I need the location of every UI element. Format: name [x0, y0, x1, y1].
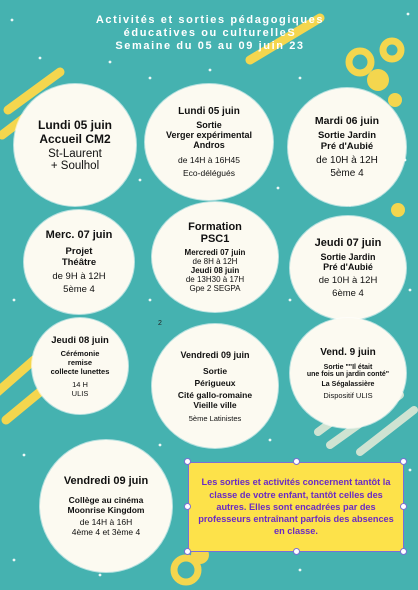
event-title: Sortie Jardin [320, 252, 376, 262]
event-class: 5ème 4 [63, 284, 95, 295]
event-title: Andros [193, 140, 225, 150]
event-title: Moonrise Kingdom [67, 505, 145, 515]
event-date: Lundi 05 juin [38, 118, 112, 132]
event-title: PSC1 [200, 233, 230, 245]
event-date: Jeudi 08 juin [190, 266, 240, 275]
event-title: une fois un jardin conté" [306, 370, 390, 378]
event-time: de 10H à 12H [316, 155, 378, 166]
notice-box [188, 462, 404, 552]
event-class: 5ème 4 [330, 168, 364, 179]
page-marker: 2 [158, 320, 162, 327]
title-line-3: Semaine du 05 au 09 juin 23 [115, 40, 305, 52]
event-time: de 14H à 16H [79, 517, 133, 527]
event-date: Lundi 05 juin [178, 106, 240, 117]
event-time: de 9H à 12H [52, 271, 106, 282]
event-date: Jeudi 07 juin [314, 237, 382, 249]
event-circle-ceremonie [32, 318, 128, 414]
event-title: Pré d'Aubié [323, 262, 373, 272]
event-title: Projet [65, 246, 93, 257]
event-title: Collège au cinéma [68, 495, 144, 505]
event-class: Gpe 2 SEGPA [189, 284, 241, 293]
event-title: Cérémonie [60, 348, 100, 358]
event-class: Eco-délégués [183, 168, 235, 178]
resize-handle-top-right [400, 458, 407, 465]
event-detail: St-Laurent [48, 148, 102, 160]
resize-handle-left [184, 503, 191, 510]
event-circle-jardin-jeudi [290, 216, 406, 320]
event-circle-psc1 [152, 202, 278, 312]
event-circle-jardin-conte [290, 318, 406, 428]
notice-text: Les sorties et activités concernent tantôt la classe de votre enfant, tantôt celles des autres. Elles sont encadrées par des professeurs entraînant parfois des absences en classe. [198, 477, 394, 537]
event-title: Verger expérimental [165, 130, 253, 140]
event-class: 4ème 4 et 3ème 4 [71, 527, 141, 537]
title-line-1: Activités et sorties pédagogiques [95, 14, 325, 26]
event-title: Vieille ville [193, 399, 237, 410]
event-date: Vend. 9 juin [320, 346, 376, 358]
event-class: 6ème 4 [332, 288, 364, 299]
event-title: collecte lunettes [50, 366, 110, 376]
resize-handle-right [400, 503, 407, 510]
event-title: Cité gallo-romaine [177, 389, 253, 400]
resize-handle-bottom [293, 548, 300, 555]
event-circle-jardin-mardi [288, 88, 406, 206]
event-title: Périgueux [194, 377, 236, 388]
event-detail: + Soulhol [50, 160, 100, 172]
event-date: Mardi 06 juin [314, 115, 380, 127]
event-circle-cinema [40, 440, 172, 572]
event-title: Sortie [202, 365, 228, 376]
event-date: Mercredi 07 juin [184, 248, 246, 257]
event-time: 14 H [72, 379, 88, 389]
event-date: Jeudi 08 juin [51, 334, 109, 346]
event-title: Pré d'Aubié [320, 141, 374, 152]
event-time: de 13H30 à 17H [185, 275, 245, 284]
event-title: Théâtre [61, 257, 97, 268]
resize-handle-bottom-left [184, 548, 191, 555]
event-title: Sortie ""Il était [323, 363, 373, 371]
event-class: Dispositif ULIS [323, 390, 373, 400]
event-circle-theatre [24, 210, 134, 314]
resize-handle-top-left [184, 458, 191, 465]
resize-handle-top [293, 458, 300, 465]
event-title: Sortie Jardin [317, 130, 377, 141]
title-line-2: éducatives ou culturelleS [123, 27, 297, 39]
resize-handle-bottom-right [400, 548, 407, 555]
event-class: 5ème Latinistes [188, 413, 242, 423]
event-circle-accueil-cm2 [14, 84, 136, 206]
event-class: ULIS [71, 388, 89, 398]
event-date: Merc. 07 juin [45, 229, 113, 241]
event-date: Vendredi 09 juin [63, 475, 149, 487]
event-title: Formation [188, 221, 242, 233]
poster-title [40, 14, 380, 53]
event-title: remise [67, 357, 93, 367]
event-date: Vendredi 09 juin [180, 349, 250, 360]
event-title: Accueil CM2 [39, 132, 111, 146]
event-circle-verger-andros [145, 84, 273, 200]
event-place: La Ségalassière [321, 380, 375, 388]
event-time: de 8H à 12H [192, 257, 238, 266]
event-circle-perigueux [152, 324, 278, 448]
event-title: Sortie [196, 120, 222, 130]
event-time: de 14H à 16H45 [178, 155, 240, 165]
event-time: de 10H à 12H [318, 275, 378, 286]
